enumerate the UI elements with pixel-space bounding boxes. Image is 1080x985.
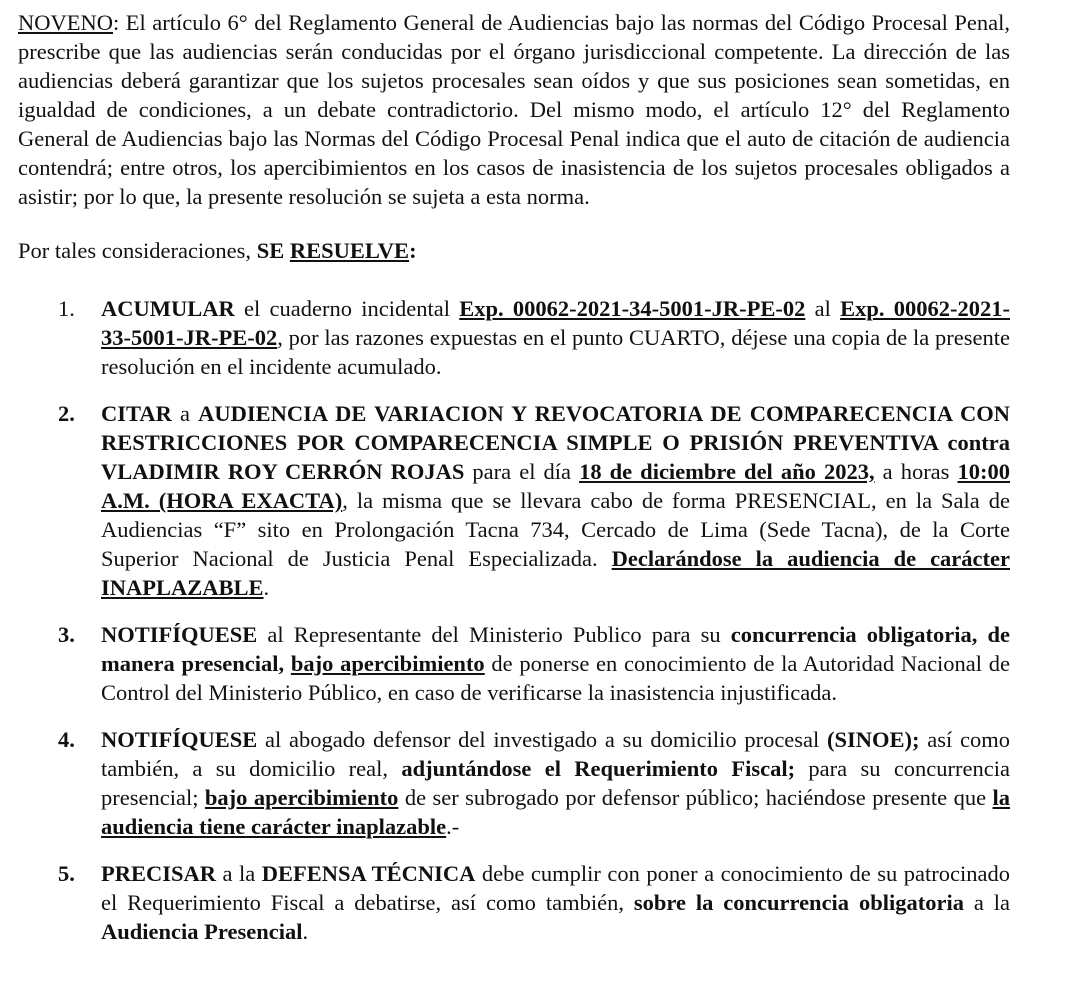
resuelve-intro: Por tales consideraciones, (18, 238, 257, 263)
case-number-incidental: Exp. 00062-2021-34-5001-JR-PE-02 (459, 296, 806, 321)
item-text: , la misma que se llevara cabo de forma PRESENCIAL, en la Sala de Audiencias “F” sito en Prolongación Tacna 734, Cercado de Lima (Sede Tacna), de la Corte Superior Nacional de Justicia Penal Especializada. (101, 488, 1010, 571)
mandatory-attendance: sobre la concurrencia obligatoria (633, 890, 964, 915)
resolution-item-5 (18, 859, 1010, 946)
item-text: a horas (874, 459, 958, 484)
item-text (284, 651, 291, 676)
sinoe-reference: (SINOE); (827, 727, 920, 752)
noveno-heading: NOVENO (18, 10, 113, 35)
item-text: así como también, a su domicilio real, (101, 727, 1011, 781)
item-text: . (263, 575, 270, 600)
item-text: el cuaderno incidental (234, 296, 460, 321)
item-text: al abogado defensor del investigado a su domicilio procesal (257, 727, 828, 752)
item-verb: NOTIFÍQUESE (101, 727, 258, 752)
resolution-item-4 (18, 725, 1010, 841)
item-text: de ser subrogado por defensor público; haciéndose presente que (398, 785, 993, 810)
inaplazable-notice: Declarándose la audiencia de carácter INAPLAZABLE (101, 546, 1010, 600)
item-text: a (171, 401, 199, 426)
mandatory-attendance: concurrencia obligatoria, de manera presencial, (101, 622, 1010, 676)
item-text: para su concurrencia presencial; (101, 756, 1010, 810)
item-verb: CITAR (101, 401, 172, 426)
item-text: a la (216, 861, 262, 886)
item-number: 1. (58, 296, 75, 321)
noveno-text: El artículo 6° del Reglamento General de Audiencias bajo las normas del Código Procesal Penal, prescribe que las audiencias serán conducidas por el órgano jurisdiccional competente. La dirección de las audiencias deberá garantizar que los sujetos procesales sean oídos y que sus posiciones sean sometidas, en igualdad de condiciones, a un debate contradictorio. Del mismo modo, el artículo 12° del Reglamento General de Audiencias bajo las Normas del Código Procesal Penal indica que el auto de citación de audiencia contendrá; entre otros, los apercibimientos en los casos de inasistencia de los sujetos procesales obligados a asistir; por lo que, la presente resolución se sujeta a esta norma. (18, 10, 1010, 209)
resolution-item-3 (18, 620, 1010, 707)
item-number: 4. (58, 727, 75, 752)
warning-notice: bajo apercibimiento (204, 785, 399, 810)
item-verb: NOTIFÍQUESE (101, 622, 258, 647)
in-person-hearing: Audiencia Presencial (101, 919, 303, 944)
resolution-list (18, 294, 1010, 946)
fiscal-requirement: adjuntándose el Requerimiento Fiscal; (401, 756, 796, 781)
hearing-date: 18 de diciembre del año 2023, (579, 459, 875, 484)
item-text: al Representante del Ministerio Publico para su (257, 622, 731, 647)
item-number: 5. (58, 861, 75, 886)
item-text: . (302, 919, 309, 944)
item-text: al (805, 296, 841, 321)
item-number: 3. (58, 622, 75, 647)
case-number-principal: Exp. 00062-2021-33-5001-JR-PE-02 (101, 296, 1010, 350)
hearing-title: AUDIENCIA DE VARIACION Y REVOCATORIA DE COMPARECENCIA CON RESTRICCIONES POR COMPARECENCIA SIMPLE O PRISIÓN PREVENTIVA contra VLADIMIR ROY CERRÓN ROJAS (101, 401, 1010, 484)
paragraph-resuelve (18, 236, 1010, 265)
item-text: .- (446, 814, 460, 839)
item-text: debe cumplir con poner a conocimiento de su patrocinado el Requerimiento Fiscal a debatirse, así como también, (101, 861, 1010, 915)
hearing-time: 10:00 A.M. (HORA EXACTA) (101, 459, 1010, 513)
resolution-item-2 (18, 399, 1010, 602)
item-text: para el día (464, 459, 580, 484)
item-text: de ponerse en conocimiento de la Autoridad Nacional de Control del Ministerio Público, en caso de verificarse la inasistencia injustificada. (101, 651, 1011, 705)
inaplazable-notice: la audiencia tiene carácter inaplazable (101, 785, 1011, 839)
item-verb: PRECISAR (101, 861, 217, 886)
warning-notice: bajo apercibimiento (290, 651, 485, 676)
item-text: a la (963, 890, 1011, 915)
noveno-separator: : (113, 10, 126, 35)
resuelve-colon: : (409, 238, 417, 263)
item-text: , por las razones expuestas en el punto CUARTO, déjese una copia de la presente resolución en el incidente acumulado. (101, 325, 1010, 379)
technical-defense: DEFENSA TÉCNICA (261, 861, 476, 886)
item-verb: ACUMULAR (101, 296, 235, 321)
resuelve-se: SE (256, 238, 285, 263)
paragraph-noveno (18, 8, 1010, 211)
item-number: 2. (58, 401, 75, 426)
resuelve-heading: RESUELVE (289, 238, 410, 263)
resolution-item-1 (18, 294, 1010, 381)
